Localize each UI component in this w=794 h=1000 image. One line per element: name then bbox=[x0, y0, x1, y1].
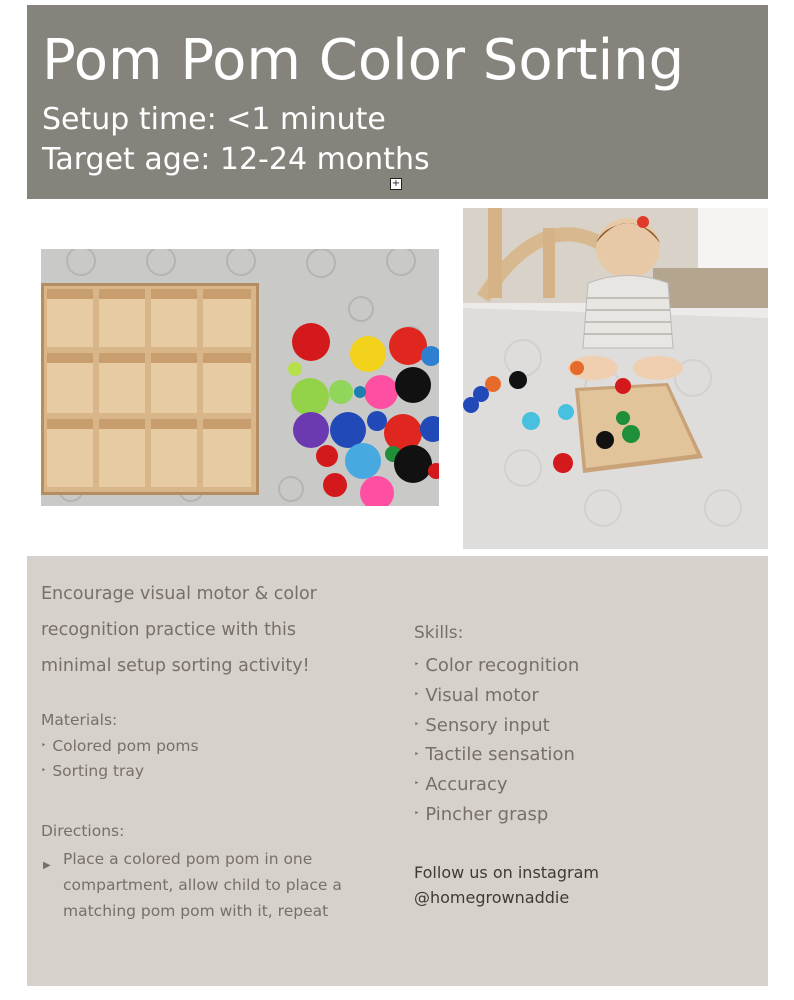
directions-line: compartment, allow child to place a bbox=[63, 876, 342, 894]
skills-heading: Skills: bbox=[414, 623, 464, 643]
header-banner bbox=[27, 5, 768, 199]
intro-line: recognition practice with this bbox=[41, 620, 296, 640]
follow-text: Follow us on instagram bbox=[414, 863, 599, 882]
materials-heading: Materials: bbox=[41, 711, 118, 729]
directions-text bbox=[41, 846, 342, 924]
bullet-triangle-icon: ‣ bbox=[414, 809, 420, 819]
bullet-triangle-icon: ‣ bbox=[414, 690, 420, 700]
intro-line: minimal setup sorting activity! bbox=[41, 656, 310, 676]
bullet-triangle-icon: ‣ bbox=[414, 779, 420, 790]
directions-line: Place a colored pom pom in one bbox=[63, 850, 313, 868]
info-panel bbox=[27, 556, 768, 986]
list-item: ‣ Color recognition bbox=[414, 655, 580, 676]
plus-box-icon[interactable]: + bbox=[391, 178, 401, 189]
list-item: ‣ Colored pom poms bbox=[41, 737, 199, 755]
bullet-triangle-icon: ‣ bbox=[41, 741, 47, 751]
directions-heading: Directions: bbox=[41, 822, 125, 840]
tray-photo bbox=[41, 249, 439, 506]
list-item: ‣ Tactile sensation bbox=[414, 744, 575, 766]
bullet-triangle-icon: ‣ bbox=[414, 719, 420, 730]
intro-text bbox=[41, 576, 381, 684]
list-item: ‣ Sorting tray bbox=[41, 762, 145, 780]
bullet-triangle-icon: ‣ bbox=[414, 660, 420, 671]
bullet-triangle-icon: ‣ bbox=[41, 766, 47, 776]
setup-time: Setup time: <1 minute bbox=[42, 102, 386, 137]
bullet-triangle-icon: ‣ bbox=[414, 749, 420, 760]
list-item: ‣ Accuracy bbox=[414, 774, 508, 795]
list-item: ‣ Visual motor bbox=[414, 684, 539, 706]
materials-list bbox=[41, 734, 199, 784]
list-item: ‣ Pincher grasp bbox=[414, 803, 549, 825]
directions-line: matching pom pom with it, repeat bbox=[63, 902, 329, 920]
list-item: ‣ Sensory input bbox=[414, 714, 550, 736]
bullet-triangle-icon: ▶ bbox=[43, 860, 51, 871]
skills-list bbox=[414, 651, 579, 830]
instagram-follow bbox=[414, 860, 599, 910]
child-photo bbox=[463, 208, 768, 549]
instagram-handle[interactable]: @homegrownaddie bbox=[414, 888, 570, 907]
page-title: Pom Pom Color Sorting bbox=[42, 28, 685, 93]
target-age: Target age: 12-24 months bbox=[42, 142, 430, 177]
intro-line: Encourage visual motor & color bbox=[41, 584, 317, 604]
